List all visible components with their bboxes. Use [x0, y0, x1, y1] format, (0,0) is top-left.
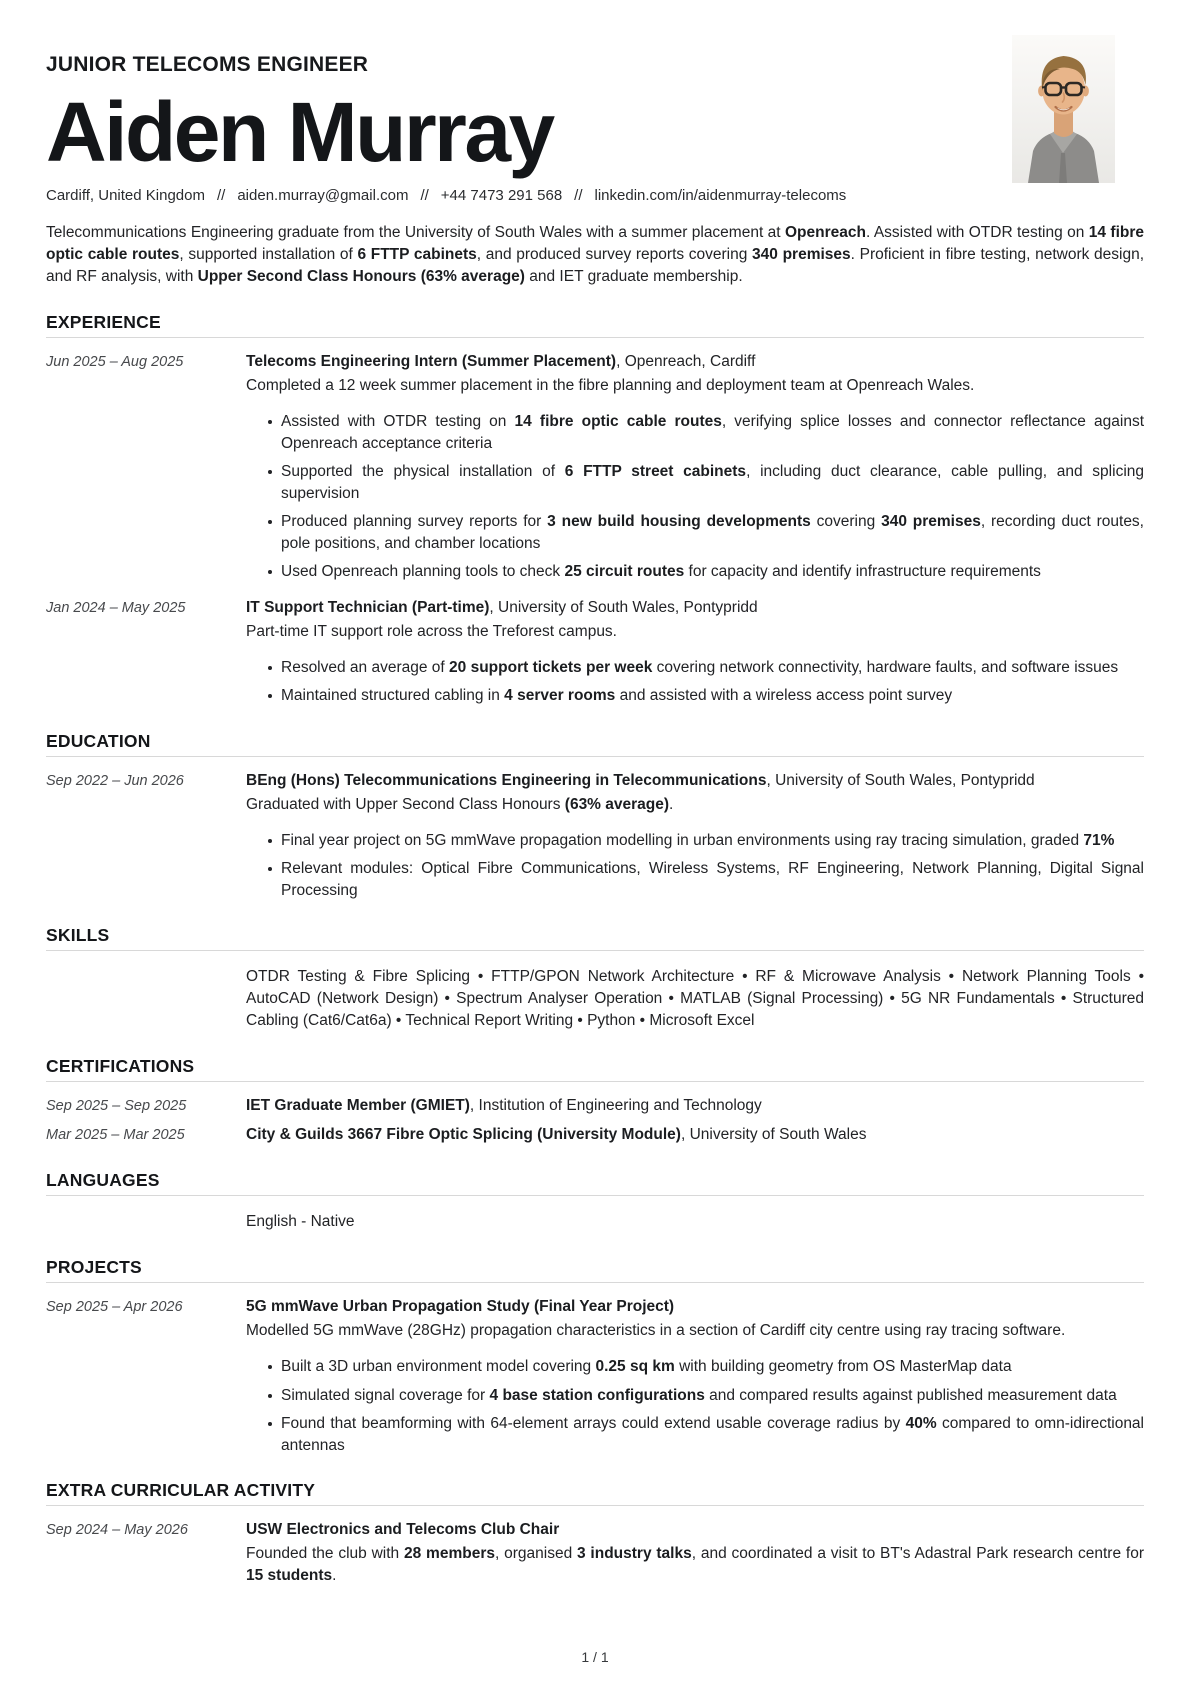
text: .	[332, 1567, 337, 1584]
text: Part-time IT support role across the Treforest campus.	[246, 622, 617, 640]
text: , and produced survey reports covering	[476, 246, 753, 263]
section-education	[46, 731, 1144, 902]
bold-text: 6 FTTP street cabinets	[564, 463, 747, 480]
entry-description	[246, 966, 1144, 1032]
entry-bullet-list	[246, 411, 1144, 583]
text: Telecommunications Engineering graduate from the University of South Wales with a summer placement at	[46, 224, 785, 241]
bullet-item	[268, 1413, 1144, 1456]
bold-text: 14 fibre optic cable routes	[514, 413, 722, 430]
section-certifications	[46, 1056, 1144, 1146]
section-heading: CERTIFICATIONS	[46, 1056, 195, 1076]
entry-date: Jun 2025 – Aug 2025	[46, 354, 184, 370]
bullet-item	[268, 685, 1144, 707]
text: with building geometry from OS MasterMap data	[674, 1358, 1012, 1375]
bold-text: 5G mmWave Urban Propagation Study (Final Year Project)	[246, 1298, 675, 1315]
entry-bullet-list	[246, 830, 1144, 902]
section-divider	[46, 1282, 1144, 1283]
text: , supported installation of	[179, 246, 358, 263]
text: , organised	[494, 1545, 577, 1562]
entry-content	[246, 1095, 1144, 1117]
text: for capacity and identify infrastructure requirements	[684, 563, 1041, 580]
text: Supported the physical installation of	[281, 463, 565, 480]
bullet-item	[268, 1385, 1144, 1407]
bold-text: 340 premises	[752, 246, 851, 263]
text: . Assisted with OTDR testing on	[865, 224, 1089, 241]
profile-photo-illustration	[1012, 35, 1115, 183]
entry-description	[246, 1543, 1144, 1587]
section-heading: EXPERIENCE	[46, 312, 161, 332]
bold-text: 3 industry talks	[577, 1545, 692, 1562]
page-number: 1 / 1	[581, 1649, 609, 1665]
text: Built a 3D urban environment model covering	[281, 1358, 596, 1375]
entry	[46, 1095, 1144, 1117]
section-experience	[46, 312, 1144, 707]
entry-bullet-list	[246, 657, 1144, 707]
text: Relevant modules: Optical Fibre Communications, Wireless Systems, RF Engineering, Network Planning, Digital Signal Processing	[281, 860, 1144, 899]
entry-description	[246, 1320, 1144, 1342]
entry	[46, 1296, 1144, 1456]
contact-location: Cardiff, United Kingdom	[46, 187, 205, 204]
bold-text: 3 new build housing developments	[547, 513, 811, 530]
entry	[46, 597, 1144, 707]
resume-header	[46, 52, 1144, 206]
section-divider	[46, 950, 1144, 951]
text: , including duct clearance, cable pulling, and splicing supervision	[281, 463, 1145, 502]
text: , recording duct routes, pole positions, and chamber locations	[281, 513, 1144, 552]
bullet-item	[268, 411, 1144, 454]
entry	[46, 1124, 1144, 1146]
bullet-item	[268, 657, 1144, 679]
text: , University of South Wales	[680, 1126, 867, 1143]
entry-description	[246, 375, 1144, 397]
entry-title	[246, 1519, 1144, 1541]
section-projects	[46, 1257, 1144, 1456]
entry	[46, 1209, 1144, 1233]
text: Completed a 12 week summer placement in the fibre planning and deployment team at Openreach Wales.	[246, 377, 975, 394]
text: , Openreach, Cardiff	[616, 353, 756, 370]
entry-date: Sep 2022 – Jun 2026	[46, 772, 184, 789]
text: Simulated signal coverage for	[281, 1386, 490, 1404]
bold-text: 15 students	[246, 1567, 333, 1584]
text: .	[669, 795, 674, 813]
text: OTDR Testing & Fibre Splicing • FTTP/GPON Network Architecture • RF & Microwave Analysis • Network Planning Tools • AutoCAD (Network Design) • Spectrum Analyser Operation • MATLAB (Signal Processing) • 5G NR Fundamentals • Structured Cabling (Cat6/Cat6a) • Technical Report Writing • Python • Microsoft Excel	[246, 968, 1144, 1029]
bold-text: 14 fibre optic cable routes	[46, 224, 1144, 263]
entry-bullet-list	[246, 1356, 1144, 1456]
entry-title	[246, 1296, 1144, 1318]
section-heading: PROJECTS	[46, 1257, 142, 1277]
bold-text: 6 FTTP cabinets	[357, 246, 477, 263]
entry-content	[246, 1124, 1144, 1146]
bold-text: 4 server rooms	[504, 687, 616, 704]
bold-text: Openreach	[784, 224, 866, 241]
entry-description	[246, 621, 1144, 643]
entry-date: Jan 2024 – May 2025	[46, 599, 186, 616]
entry-title	[246, 1124, 1144, 1146]
summary-paragraph	[46, 222, 1144, 288]
candidate-name: Aiden Murray	[46, 85, 553, 179]
entry-title	[246, 351, 1144, 373]
bold-text: Upper Second Class Honours (63% average)	[197, 268, 525, 285]
section-heading: EXTRA CURRICULAR ACTIVITY	[46, 1480, 316, 1500]
text: , University of South Wales, Pontypridd	[489, 598, 758, 616]
entry-description	[246, 1211, 1144, 1233]
section-skills	[46, 925, 1144, 1032]
bold-text: IT Support Technician (Part-time)	[246, 598, 490, 616]
bold-text: 4 base station configurations	[489, 1386, 705, 1404]
bullet-item	[268, 461, 1144, 504]
entry-date: Sep 2025 – Sep 2025	[46, 1098, 187, 1114]
entry	[46, 770, 1144, 902]
entry-content	[246, 770, 1144, 902]
section-heading: LANGUAGES	[46, 1170, 160, 1190]
bold-text: BEng (Hons) Telecommunications Engineering in Telecommunications	[246, 771, 767, 789]
text: covering network connectivity, hardware faults, and software issues	[652, 658, 1119, 676]
entry-title	[246, 597, 1144, 619]
contact-line	[46, 186, 1144, 206]
bold-text: USW Electronics and Telecoms Club Chair	[246, 1521, 560, 1538]
entry	[46, 1519, 1144, 1587]
bold-text: City & Guilds 3667 Fibre Optic Splicing (University Module)	[246, 1126, 681, 1143]
bold-text: 28 members	[404, 1545, 495, 1562]
entry-date: Mar 2025 – Mar 2025	[46, 1127, 185, 1143]
bullet-item	[268, 830, 1144, 852]
contact-email: aiden.murray@gmail.com	[237, 187, 409, 204]
entry-date	[46, 964, 246, 1032]
text: Modelled 5G mmWave (28GHz) propagation characteristics in a section of Cardiff city centre using ray tracing software.	[246, 1322, 1066, 1339]
bold-text: 25 circuit routes	[564, 563, 685, 580]
entry	[46, 351, 1144, 583]
contact-separator: //	[216, 187, 226, 204]
text: , University of South Wales, Pontypridd	[766, 771, 1035, 789]
resume-sections	[46, 312, 1144, 1587]
entry-content	[246, 1519, 1144, 1587]
text: Graduated with Upper Second Class Honours	[246, 795, 565, 813]
bullet-item	[268, 1356, 1144, 1378]
entry	[46, 964, 1144, 1032]
text: covering	[810, 513, 882, 530]
section-divider	[46, 1195, 1144, 1196]
text: English - Native	[246, 1213, 355, 1230]
entry-date: Sep 2024 – May 2026	[46, 1522, 188, 1538]
bold-text: IET Graduate Member (GMIET)	[246, 1097, 470, 1114]
section-extra-curricular-activity	[46, 1480, 1144, 1587]
bold-text: 40%	[905, 1415, 937, 1432]
text: and assisted with a wireless access point survey	[615, 687, 953, 704]
text: Final year project on 5G mmWave propagation modelling in urban environments using ray tracing simulation, graded	[281, 831, 1084, 849]
text: , Institution of Engineering and Technology	[469, 1097, 762, 1114]
text: compared to omn-idirectional antennas	[281, 1415, 1144, 1454]
contact-linkedin: linkedin.com/in/aidenmurray-telecoms	[594, 187, 847, 204]
contact-phone: +44 7473 291 568	[440, 187, 563, 204]
entry-date: Sep 2025 – Apr 2026	[46, 1299, 183, 1315]
bold-text: 20 support tickets per week	[449, 658, 653, 676]
section-heading: SKILLS	[46, 925, 110, 945]
bullet-item	[268, 511, 1144, 554]
text: and compared results against published measurement data	[704, 1386, 1117, 1404]
page-footer	[0, 1649, 1190, 1665]
section-heading: EDUCATION	[46, 730, 151, 751]
entry-date	[46, 1209, 246, 1233]
text: . Proficient in fibre testing, network design, and RF analysis, with	[46, 246, 1145, 285]
entry-content	[246, 1296, 1144, 1456]
text: Founded the club with	[246, 1545, 404, 1562]
bullet-item	[268, 561, 1144, 583]
bold-text: Telecoms Engineering Intern (Summer Placement)	[246, 353, 617, 370]
text: Found that beamforming with 64-element arrays could extend usable coverage radius by	[281, 1415, 906, 1432]
text: Produced planning survey reports for	[281, 513, 548, 530]
text: , verifying splice losses and connector reflectance against Openreach acceptance criteria	[281, 413, 1144, 452]
text: and IET graduate membership.	[524, 268, 743, 285]
entry-content	[246, 1209, 1144, 1233]
contact-separator: //	[420, 187, 429, 204]
text: , and coordinated a visit to BT's Adastral Park research centre for	[691, 1545, 1144, 1562]
entry-content	[246, 964, 1144, 1032]
profile-photo	[1012, 35, 1115, 183]
bold-text: 340 premises	[881, 513, 981, 530]
bullet-item	[268, 858, 1144, 901]
entry-content	[246, 351, 1144, 583]
bold-text: (63% average)	[564, 795, 670, 813]
section-divider	[46, 756, 1144, 757]
text: Assisted with OTDR testing on	[281, 413, 515, 430]
entry-description	[246, 794, 1144, 816]
text: Used Openreach planning tools to check	[281, 563, 565, 580]
role-label: JUNIOR TELECOMS ENGINEER	[46, 53, 369, 76]
bold-text: 0.25 sq km	[595, 1358, 675, 1375]
entry-content	[246, 597, 1144, 707]
section-divider	[46, 1081, 1144, 1082]
text: Resolved an average of	[281, 658, 450, 676]
contact-separator: //	[574, 187, 583, 204]
bold-text: 71%	[1083, 831, 1115, 849]
entry-title	[246, 1095, 1144, 1117]
section-languages	[46, 1170, 1144, 1233]
text: Maintained structured cabling in	[281, 687, 505, 704]
section-divider	[46, 337, 1144, 338]
section-divider	[46, 1505, 1144, 1506]
entry-title	[246, 770, 1144, 792]
